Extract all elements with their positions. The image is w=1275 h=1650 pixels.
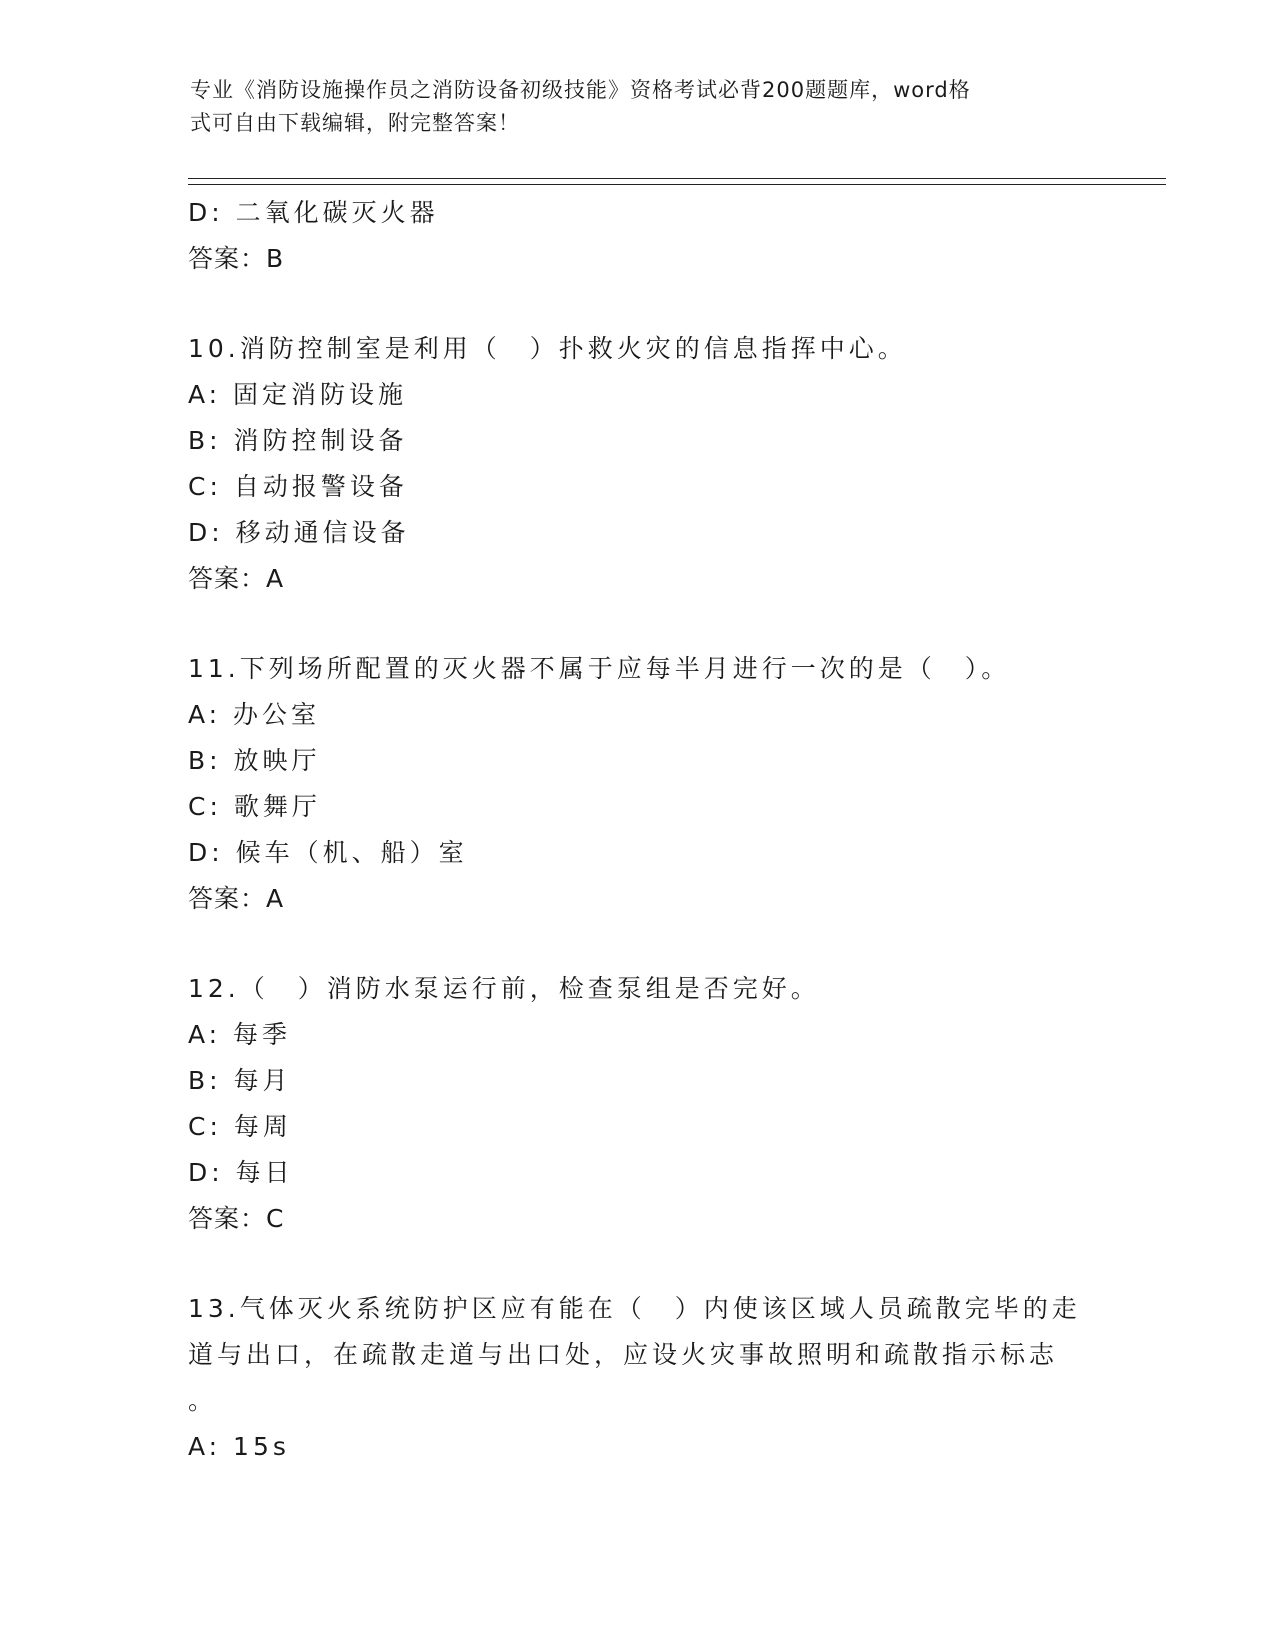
answer-line: 答案：A xyxy=(188,564,285,593)
spacer xyxy=(188,922,1088,966)
option-b: B: 放映厅 xyxy=(188,746,321,775)
option-d: D: 候车（机、船）室 xyxy=(188,838,468,867)
header-title-line-1: 专业《消防设施操作员之消防设备初级技能》资格考试必背200题题库，word格 xyxy=(190,78,971,102)
question-stem: 12.（ ）消防水泵运行前，检查泵组是否完好。 xyxy=(188,974,820,1003)
header-divider-bottom xyxy=(188,184,1166,185)
option-c: C: 歌舞厅 xyxy=(188,792,321,821)
option-a: A: 15s xyxy=(188,1432,290,1461)
question-list xyxy=(188,190,1088,1470)
spacer xyxy=(188,282,1088,326)
option-c: C: 自动报警设备 xyxy=(188,472,408,501)
option-d: D: 移动通信设备 xyxy=(188,518,410,547)
option-a: A: 固定消防设施 xyxy=(188,380,408,409)
header-title-line-2: 式可自由下载编辑，附完整答案！ xyxy=(190,111,520,135)
document-header xyxy=(190,74,1090,140)
spacer xyxy=(188,602,1088,646)
option-d: D: 每日 xyxy=(188,1158,294,1187)
question-stem-line-3: 。 xyxy=(188,1386,218,1415)
answer-line: 答案：A xyxy=(188,884,285,913)
option-b: B: 每月 xyxy=(188,1066,292,1095)
question-stem: 10.消防控制室是利用（ ）扑救火灾的信息指挥中心。 xyxy=(188,334,907,363)
header-divider-top xyxy=(188,178,1166,179)
question-stem-line-1: 13.气体灭火系统防护区应有能在（ ）内使该区域人员疏散完毕的走 xyxy=(188,1294,1081,1323)
option-a: A: 办公室 xyxy=(188,700,321,729)
option-c: C: 每周 xyxy=(188,1112,292,1141)
answer-line: 答案：B xyxy=(188,244,285,273)
option-d: D: 二氧化碳灭火器 xyxy=(188,198,439,227)
question-stem: 11.下列场所配置的灭火器不属于应每半月进行一次的是（ ）。 xyxy=(188,654,1011,683)
question-stem-line-2: 道与出口，在疏散走道与出口处，应设火灾事故照明和疏散指示标志 xyxy=(188,1340,1059,1369)
option-b: B: 消防控制设备 xyxy=(188,426,408,455)
spacer xyxy=(188,1242,1088,1286)
answer-line: 答案：C xyxy=(188,1204,285,1233)
option-a: A: 每季 xyxy=(188,1020,292,1049)
